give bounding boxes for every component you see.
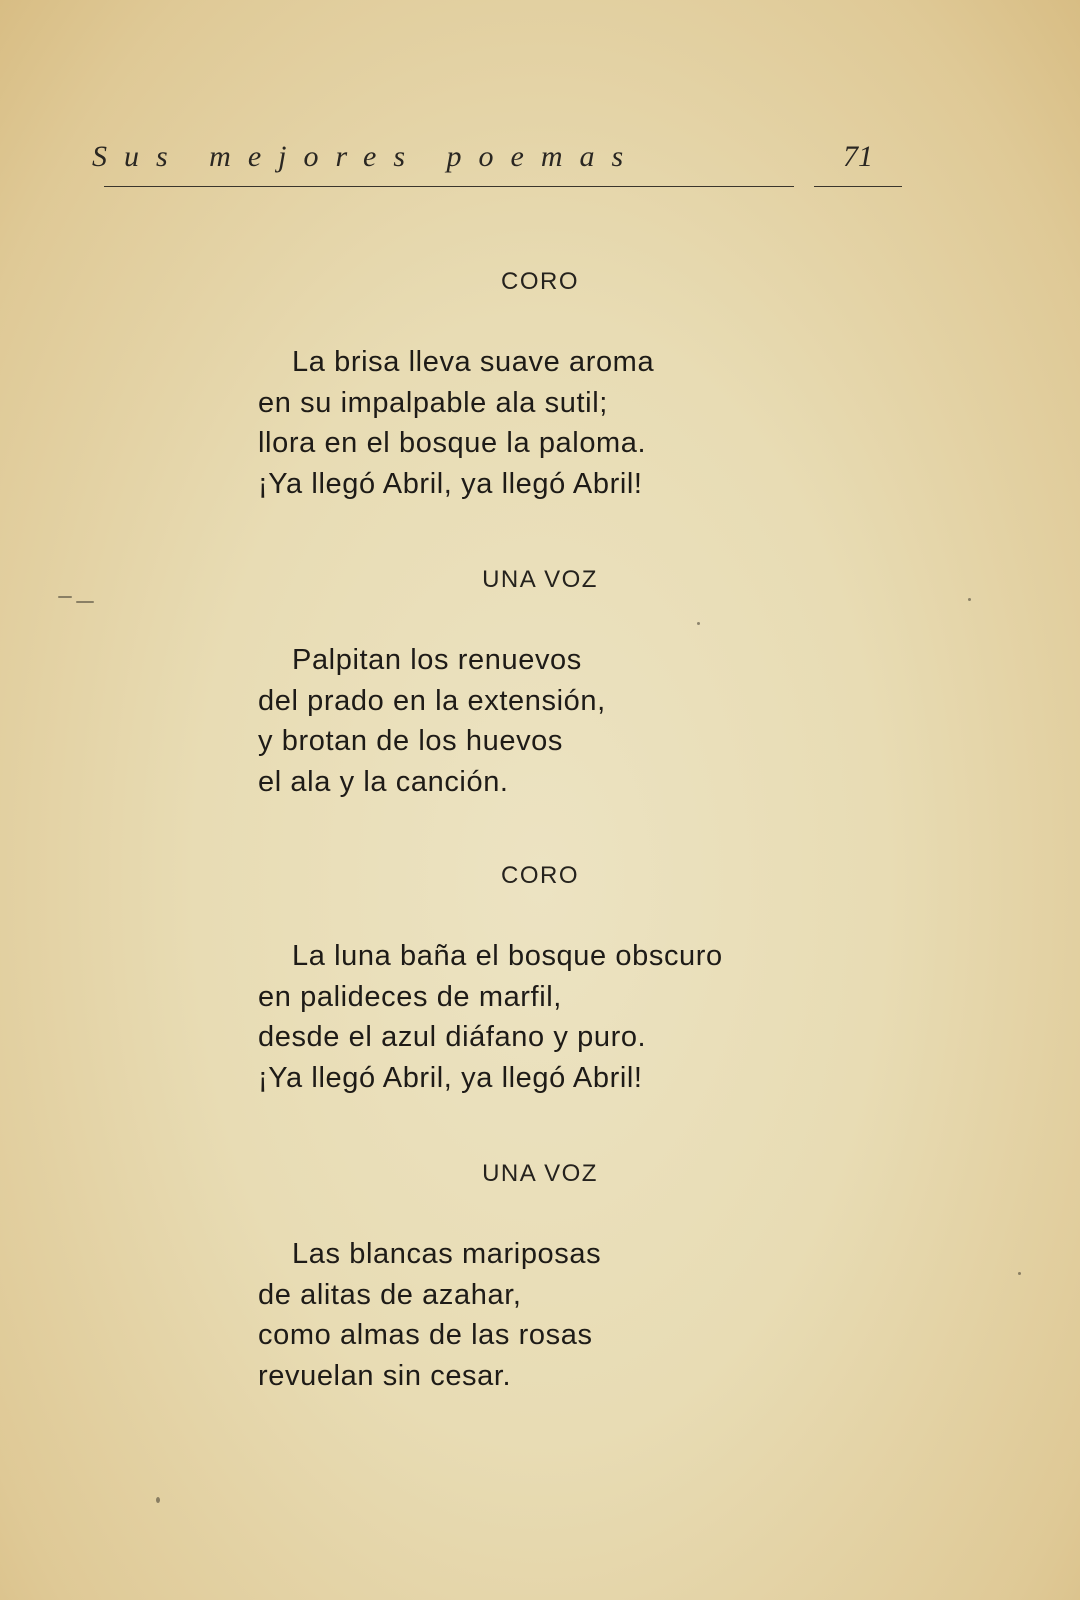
verse-line: revuelan sin cesar.	[258, 1359, 512, 1392]
stanza	[258, 640, 606, 802]
verse-line: Palpitan los renuevos	[292, 644, 582, 676]
paper-speck	[1018, 1272, 1021, 1275]
header-rule-left	[104, 186, 794, 187]
verse-line: como almas de las rosas	[258, 1319, 593, 1351]
stanza	[258, 342, 654, 504]
speaker-heading: UNA VOZ	[482, 1160, 598, 1187]
verse-line: el ala y la canción.	[258, 765, 509, 798]
verse-line: La luna baña el bosque obscuro	[292, 940, 723, 972]
page-header	[92, 140, 902, 188]
speaker-heading: CORO	[501, 268, 579, 295]
verse-line: llora en el bosque la paloma.	[258, 427, 647, 459]
verse-line: ¡Ya llegó Abril, ya llegó Abril!	[258, 1061, 643, 1094]
verse-line: de alitas de azahar,	[258, 1278, 522, 1311]
verse-line: ¡Ya llegó Abril, ya llegó Abril!	[258, 467, 643, 500]
verse-line: La brisa lleva suave aroma	[292, 346, 655, 378]
verse-line: Las blancas mariposas	[292, 1238, 602, 1270]
header-rule-right	[814, 186, 902, 187]
verse-line: en su impalpable ala sutil;	[258, 386, 608, 419]
paper-speck	[968, 598, 971, 601]
verse-line: y brotan de los huevos	[258, 725, 563, 757]
paper-speck	[697, 622, 700, 625]
paper-speck	[156, 1497, 160, 1503]
speaker-heading: CORO	[501, 862, 579, 889]
running-title: Sus mejores poemas	[92, 140, 641, 173]
stanza	[258, 1234, 601, 1396]
verse-line: en palideces de marfil,	[258, 980, 562, 1013]
verse-line: del prado en la extensión,	[258, 684, 606, 717]
page-number: 71	[843, 140, 873, 173]
speaker-heading: UNA VOZ	[482, 566, 598, 593]
stanza	[258, 936, 723, 1098]
verse-line: desde el azul diáfano y puro.	[258, 1021, 647, 1053]
paper-speck	[58, 596, 72, 598]
paper-speck	[76, 601, 94, 603]
